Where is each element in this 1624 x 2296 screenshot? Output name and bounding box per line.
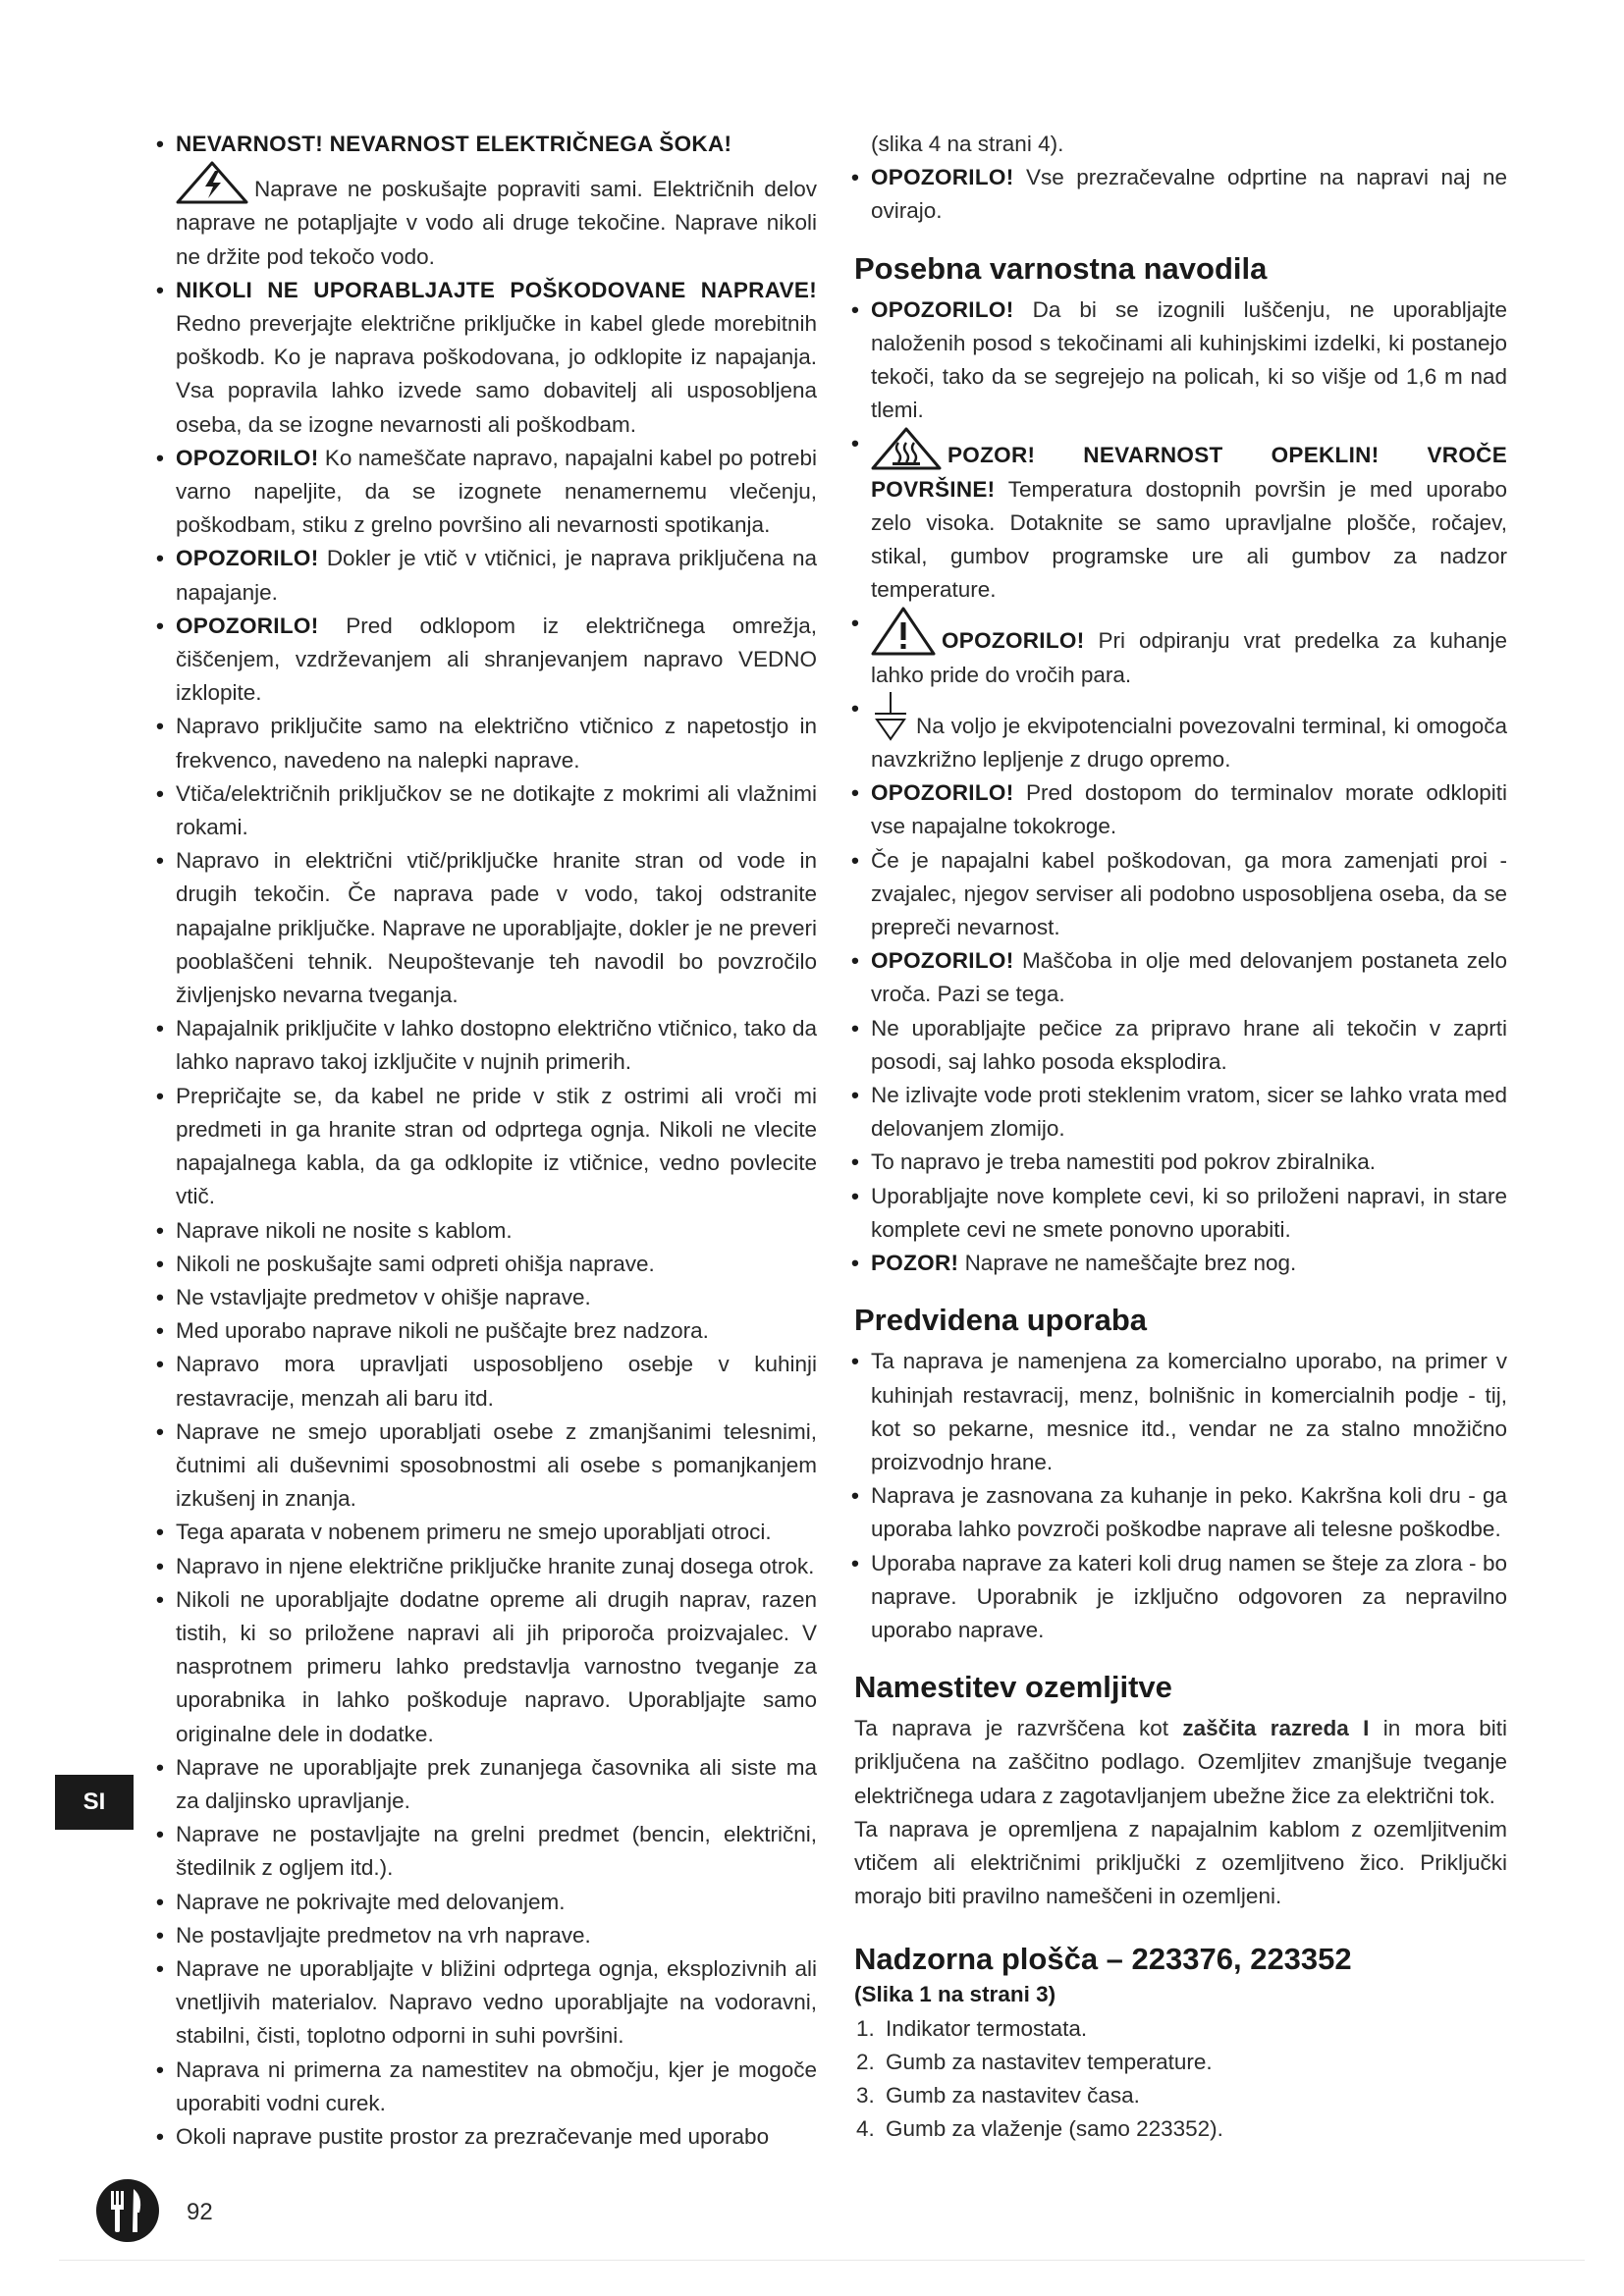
list-item-lead: POZOR! NEVARNOST OPEKLIN! VROČE POVRŠINE! [871, 443, 1507, 502]
intended-use-list [854, 1345, 1507, 1647]
list-item [159, 1818, 817, 1885]
list-item-text: Maščoba in olje med delovanjem postaneta zelo vroča. Pazi se tega. [871, 948, 1507, 1007]
list-item-text: Naprave ne uporabljajte v bližini odprtega ognja, eksplozivnih ali vnetljivih materialov. Napravo vedno uporabljajte na vodoravni, stabilni, čisti, toplotno odporni in suhi površini. [176, 1955, 817, 2049]
list-item-text: Naprave nikoli ne nosite s kablom. [176, 1217, 513, 1243]
list-item-text: Naprave ne postavljajte na grelni predmet (bencin, električni, štedilnik z ogljem itd.). [176, 1822, 817, 1881]
list-item-text: Napravo mora upravljati usposobljeno osebje v kuhinji restavracije, menzah ali baru itd. [176, 1352, 817, 1411]
cutlery-logo-icon [94, 2177, 161, 2249]
list-item-lead: OPOZORILO! [871, 948, 1014, 974]
list-item-text: Pred dostopom do terminalov morate odklopiti vse napajalne tokokroge. [871, 780, 1507, 839]
list-item-text: Ta naprava je namenjena za komercialno uporabo, na primer v kuhinjah restavracij, menz, bolnišnic in komercialnih podje - tij, kot so pekarne, mesnice itd., vendar ne za stalno množično proizvodnjo hrane. [871, 1349, 1507, 1474]
electric-shock-warning-icon [176, 161, 248, 204]
list-item [854, 1479, 1507, 1546]
list-item-text: Temperatura dostopnih površin je med uporabo zelo visoka. Dotaknite se samo upravljalne plošče, ročajev, stikal, gumbov programske ure ali gumbov za nadzor temperature. [871, 476, 1507, 603]
list-item-text: Ne vstavljajte predmetov v ohišje naprave. [176, 1284, 591, 1309]
list-item [159, 1248, 817, 1281]
list-item-text: Redno preverjajte električne priključke in kabel glede morebitnih poškodb. Ko je naprava poškodovana, jo odklopite iz napajanja. Vsa popravila lahko izvede samo dobavitelj ali usposobljena oseba, da se izogne nevarnosti ali poškodbam. [176, 311, 817, 437]
list-item-text: Dokler je vtič v vtičnici, je naprava priključena na napajanje. [176, 546, 817, 605]
item-number: 4. [856, 2116, 875, 2142]
list-item [159, 542, 817, 609]
right-column [854, 128, 1507, 2146]
list-item-text: Ne izlivajte vode proti steklenim vratom, sicer se lahko vrata med delovanjem zlomijo. [871, 1083, 1507, 1142]
earthing-paragraph-2: Ta naprava je opremljena z napajalnim kablom z ozemljitvenim vtičem ali električnimi priključki z ozemljitveno žico. Priključki morajo biti pravilno nameščeni in ozemljeni. [854, 1816, 1507, 1909]
list-item [854, 1180, 1507, 1247]
item-number: 2. [856, 2049, 875, 2074]
list-item [854, 1079, 1507, 1146]
control-panel-list [854, 2012, 1507, 2147]
list-item-text: Nikoli ne uporabljajte dodatne opreme ali drugih naprav, razen tistih, ki so priložene napravi ali jih priporoča proizvajalec. V nasprotnem primeru lahko predstavlja varnostno tveganje za uporabnika in lahko poškoduje napravo. Uporabljajte samo originalne dele in dodatke. [176, 1586, 817, 1746]
list-item-text: Uporabljajte nove komplete cevi, ki so priloženi napravi, in stare komplete cevi ne smete ponovno uporabiti. [871, 1183, 1507, 1242]
list-item [854, 844, 1507, 945]
section-title-intended-use: Predvidena uporaba [854, 1303, 1148, 1338]
list-item-text: Napajalnik priključite v lahko dostopno električno vtičnico, tako da lahko napravo takoj izključite v nujnih primerih. [176, 1016, 817, 1075]
list-item-text: Naprava je zasnovana za kuhanje in peko. Kakršna koli dru - ga uporaba lahko povzroči poškodbe naprave ali telesne poškodbe. [871, 1483, 1507, 1542]
list-item-text: Naprave ne pokrivajte med delovanjem. [176, 1889, 566, 1914]
list-item-text: Naprave ne uporabljajte prek zunanjega časovnika ali siste ma za daljinsko upravljanje. [176, 1754, 817, 1813]
list-item [159, 1314, 817, 1348]
numbered-item [854, 2079, 1507, 2112]
list-item [159, 1415, 817, 1517]
list-item [854, 161, 1507, 228]
vent-warning-list [854, 161, 1507, 228]
section-title-special-safety: Posebna varnostna navodila [854, 250, 1268, 286]
list-item-text: Naprave ne poskušajte popraviti sami. Električnih delov naprave ne potapljajte v vodo ali druge tekočine. Naprave nikoli ne držite pod tekočo vodo. [176, 177, 817, 269]
list-item-text: Vtiča/električnih priključkov se ne dotikajte z mokrimi ali vlažnimi rokami. [176, 780, 817, 840]
list-item-text: Tega aparata v nobenem primeru ne smejo uporabljati otroci. [176, 1520, 772, 1545]
list-item [159, 2054, 817, 2120]
earthing-text-post: in mora biti priključena na zaščitno podlago. Ozemljitev zmanjšuje tveganje električnega udara z zagotavljanjem ubežne žice za električni tok. [854, 1716, 1507, 1808]
list-item-text: Da bi se izognili luščenju, ne uporabljajte naloženih posod s tekočinami ali kuhinjskimi izdelki, ki postanejo tekoči, tako da se segrejejo na policah, ki so višje od 1,6 m nad tlemi. [871, 296, 1507, 423]
list-item [854, 607, 1507, 691]
list-item [159, 844, 817, 1012]
item-text: Gumb za vlaženje (samo 223352). [886, 2116, 1223, 2142]
hot-surface-warning-icon [871, 427, 942, 470]
list-item [159, 1348, 817, 1415]
language-tab: SI [55, 1775, 134, 1830]
list-item [159, 1919, 817, 1952]
list-item-text: Naprave ne nameščajte brez nog. [964, 1251, 1297, 1276]
list-item-lead: NIKOLI NE UPORABLJAJTE POŠKODOVANE NAPRAVE! [176, 277, 817, 302]
item-text: Indikator termostata. [886, 2015, 1088, 2041]
list-item [854, 692, 1507, 776]
list-item [854, 1247, 1507, 1280]
list-item-text: Pred odklopom iz električnega omrežja, čiščenjem, vzdrževanjem ali shranjevanjem napravo VEDNO izklopite. [176, 613, 817, 706]
special-safety-list [854, 294, 1507, 1281]
list-item [159, 1080, 817, 1214]
list-item-text: Med uporabo naprave nikoli ne puščajte brez nadzora. [176, 1318, 709, 1344]
earthing-paragraph-1 [854, 1712, 1507, 1813]
list-item [159, 1751, 817, 1818]
list-item-lead: OPOZORILO! [942, 628, 1085, 654]
earthing-text-pre: Ta naprava je razvrščena kot [854, 1716, 1169, 1741]
list-item [854, 1146, 1507, 1179]
list-item-lead: OPOZORILO! [871, 165, 1014, 190]
item-text: Gumb za nastavitev časa. [886, 2082, 1140, 2108]
list-item-text: Napravo priključite samo na električno vtičnico z napetostjo in frekvenco, navedeno na nalepki naprave. [176, 714, 817, 773]
page-number: 92 [187, 2199, 213, 2225]
footer-divider [59, 2260, 1585, 2261]
list-item-text: To napravo je treba namestiti pod pokrov zbiralnika. [871, 1149, 1377, 1175]
list-item-text: Pri odpiranju vrat predelka za kuhanje lahko pride do vročih para. [871, 628, 1507, 687]
list-item-lead: POZOR! [871, 1251, 959, 1276]
list-item [854, 1012, 1507, 1079]
list-item [159, 777, 817, 844]
list-item [159, 1583, 817, 1751]
list-item-text: Naprave ne smejo uporabljati osebe z zmanjšanimi telesnimi, čutnimi ali duševnimi sposobnostmi ali osebe s pomanjkanjem izkušenj in znanja. [176, 1418, 817, 1512]
list-item [159, 2120, 817, 2154]
earthing-class-label: zaščita razreda I [1182, 1716, 1370, 1741]
list-item [854, 427, 1507, 607]
list-item-text: Uporaba naprave za kateri koli drug namen se šteje za zlora - bo naprave. Uporabnik je izključno odgovoren za nepravilno uporabo naprave. [871, 1550, 1507, 1642]
list-item-text: Napravo in električni vtič/priključke hranite stran od vode in drugih tekočin. Če naprava pade v vodo, takoj odstranite napajalne priključke. Naprave ne uporabljajte, dokler je ne preveri pooblaščeni tehnik. Neupoštevanje teh navodil bo povzročilo življenjsko nevarna tveganja. [176, 848, 817, 1008]
numbered-item [854, 2046, 1507, 2079]
list-item [159, 1281, 817, 1314]
list-item-lead: OPOZORILO! [176, 546, 319, 571]
list-item-text: Okoli naprave pustite prostor za prezračevanje med uporabo [176, 2123, 770, 2149]
section-title-earthing: Namestitev ozemljitve [854, 1670, 1172, 1705]
list-item [159, 128, 817, 274]
list-item-text: Na voljo je ekvipotencialni povezovalni terminal, ki omogoča navzkrižno lepljenje z drugo opremo. [871, 713, 1507, 773]
list-item-lead: NEVARNOST! NEVARNOST ELEKTRIČNEGA ŠOKA! [176, 132, 732, 156]
list-item [159, 1550, 817, 1583]
list-item [159, 274, 817, 442]
safety-list-left [159, 128, 817, 2154]
list-item [159, 442, 817, 543]
list-item-text: Vse prezračevalne odprtine na napravi naj ne ovirajo. [871, 165, 1507, 224]
list-item-text: Napravo in njene električne priključke hranite zunaj dosega otrok. [176, 1553, 815, 1578]
list-item-text: Ne uporabljajte pečice za pripravo hrane ali tekočin v zaprti posodi, saj lahko posoda eksplodira. [871, 1015, 1507, 1074]
list-item-lead: OPOZORILO! [871, 780, 1014, 806]
list-item-text: Prepričajte se, da kabel ne pride v stik z ostrimi ali vroči mi predmeti in ga hranite stran od odprtega ognja. Nikoli ne vlecite napajalnega kabla, da ga odklopite iz vtičnice, vedno povlecite vtič. [176, 1083, 817, 1209]
list-item-lead: OPOZORILO! [176, 445, 319, 470]
list-item [854, 294, 1507, 428]
list-item-text: Ko nameščate napravo, napajalni kabel po potrebi varno napeljite, da se izognete nenamernemu vlečenju, poškodbam, stiku z grelno površino ali nevarnosti spotikanja. [176, 445, 817, 538]
list-item [159, 1952, 817, 2054]
list-item-text: Nikoli ne poskušajte sami odpreti ohišja naprave. [176, 1251, 655, 1276]
list-item [159, 1012, 817, 1079]
numbered-item [854, 2112, 1507, 2146]
list-item-lead: OPOZORILO! [871, 296, 1014, 322]
list-item [159, 610, 817, 711]
list-item [854, 1345, 1507, 1479]
left-column [159, 128, 817, 2154]
section-title-control-panel: Nadzorna plošča – 223376, 223352 [854, 1942, 1352, 1977]
numbered-item [854, 2012, 1507, 2046]
list-item [159, 1516, 817, 1549]
item-text: Gumb za nastavitev temperature. [886, 2049, 1213, 2074]
list-item [854, 1547, 1507, 1648]
list-item [159, 1214, 817, 1248]
equipotential-terminal-icon [871, 692, 910, 741]
list-item [854, 944, 1507, 1011]
list-item-text: Če je napajalni kabel poškodovan, ga mora zamenjati proi - zvajalec, njegov serviser ali podobno usposobljena oseba, da se prepreči nevarnost. [871, 847, 1507, 940]
control-panel-subtitle: (Slika 1 na strani 3) [854, 1982, 1056, 2007]
list-item-lead: OPOZORILO! [176, 613, 319, 638]
list-item-text: Ne postavljajte predmetov na vrh naprave. [176, 1922, 591, 1948]
item-number: 1. [856, 2015, 875, 2041]
list-item-text: Naprava ni primerna za namestitev na območju, kjer je mogoče uporabiti vodni curek. [176, 2056, 817, 2115]
list-item [159, 1886, 817, 1919]
caution-triangle-icon [871, 607, 936, 656]
list-item [854, 776, 1507, 843]
continued-text: (slika 4 na strani 4). [871, 132, 1064, 156]
list-item [159, 710, 817, 776]
item-number: 3. [856, 2082, 875, 2108]
